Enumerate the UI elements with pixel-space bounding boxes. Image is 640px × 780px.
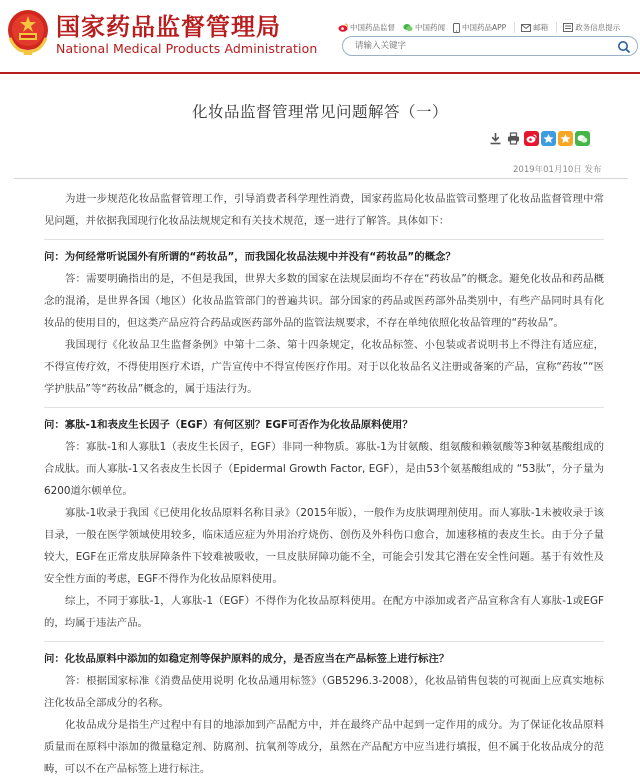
answer-2-paragraph: 答：寡肽-1和人寡肽1（表皮生长因子，EGF）非同一种物质。寡肽-1为甘氨酸、组氨酸和赖氨酸等3种氨基酸组成的合成肽。而人寡肽-1又名表皮生长因子（Epidermal Growth Factor, EGF），是由53个氨基酸组成的 “53肽”，分子量为6200道尔顿单位。 xyxy=(44,441,604,497)
article-title: 化妆品监督管理常见问题解答（一） xyxy=(191,103,448,121)
toplink-label: 邮箱 xyxy=(533,23,549,32)
publish-date: 2019年01月10日 发布 xyxy=(513,165,602,175)
toplink-notice[interactable] xyxy=(556,22,620,33)
answer-2-paragraph: 综上，不同于寡肽-1，人寡肽-1（EGF）不得作为化妆品原料使用。在配方中添加或者产品宣称含有人寡肽-1或EGF的，均属于违法产品。 xyxy=(44,595,604,629)
toplink-wechat[interactable] xyxy=(403,22,445,33)
weibo-share-icon[interactable] xyxy=(524,131,539,146)
star-share-icon[interactable] xyxy=(558,131,573,146)
notice-icon xyxy=(563,23,573,32)
question-2: 问：寡肽-1和表皮生长因子（EGF）有何区别？EGF可否作为化妆品原料使用？ xyxy=(44,419,413,431)
toplink-label: 中国药闻 xyxy=(415,23,445,32)
intro-paragraph: 为进一步规范化妆品监督管理工作，引导消费者科学理性消费，国家药监局化妆品监管司整理了化妆品监督管理中常见问题，并依据我国现行化妆品法规规定和有关技术规范，逐一进行了解答。具体如下： xyxy=(44,193,604,227)
title-divider xyxy=(14,178,628,179)
weibo-icon xyxy=(338,23,348,32)
question-1: 问：为何经常听说国外有所谓的“药妆品”，而我国化妆品法规中并没有“药妆品”的概念？ xyxy=(44,251,456,263)
qzone-share-icon[interactable] xyxy=(541,131,556,146)
answer-2-paragraph: 寡肽-1收录于我国《已使用化妆品原料名称目录》（2015年版），一般作为皮肤调理剂使用。而人寡肽-1未被收录于该目录，一般在医学领域使用较多，临床适应症为外用治疗烧伤、创伤及外科伤口愈合，加速移植的表皮生长。由于分子量较大，EGF在正常皮肤屏障条件下较难被吸收，一旦皮肤屏障功能不全，可能会引发其它潜在安全性问题。基于有效性及安全性方面的考虑，EGF不得作为化妆品原料使用。 xyxy=(44,507,604,585)
search-box xyxy=(342,36,638,56)
toplink-label: 中国药品APP xyxy=(462,23,507,32)
answer-1-paragraph: 我国现行《化妆品卫生监督条例》中第十二条、第十四条规定，化妆品标签、小包装或者说明书上不得注有适应症，不得宣传疗效，不得使用医疗术语，广告宣传中不得宣传医疗作用。对于以化妆品名义注册或备案的产品，宣称“药妆”“医学护肤品”等“药妆品”概念的，属于违法行为。 xyxy=(44,339,604,395)
search-icon[interactable] xyxy=(617,40,631,54)
mail-icon xyxy=(521,24,531,32)
download-icon[interactable] xyxy=(488,132,502,146)
toplink-app[interactable] xyxy=(453,22,506,33)
toplink-label: 中国药品监督 xyxy=(350,23,395,32)
wechat-icon xyxy=(403,23,413,32)
national-emblem-icon[interactable] xyxy=(6,8,50,56)
section-divider xyxy=(44,407,604,408)
answer-3-paragraph: 化妆品成分是指生产过程中有目的地添加到产品配方中，并在最终产品中起到一定作用的成分。为了保证化妆品原料质量而在原料中添加的微量稳定剂、防腐剂、抗氧剂等成分，虽然在产品配方中应当进行填报，但不属于化妆品成分的范畴，可以不在产品标签上进行标注。 xyxy=(44,719,604,775)
answer-1-paragraph: 答：需要明确指出的是，不但是我国，世界大多数的国家在法规层面均不存在“药妆品”的概念。避免化妆品和药品概念的混淆，是世界各国（地区）化妆品监管部门的普遍共识。部分国家的药品或医药部外品类别中，有些产品同时具有化妆品的使用目的，但这类产品应符合药品或医药部外品的监管法规要求，不存在单纯依照化妆品管理的“药妆品”。 xyxy=(44,273,604,329)
toplink-weibo[interactable] xyxy=(338,22,395,33)
answer-3-paragraph: 答：根据国家标准《消费品使用说明 化妆品通用标签》（GB5296.3-2008），化妆品销售包装的可视面上应真实地标注化妆品全部成分的名称。 xyxy=(44,675,604,709)
wechat-share-icon[interactable] xyxy=(575,131,590,146)
site-header xyxy=(0,0,640,74)
header-divider xyxy=(0,72,640,74)
search-input[interactable] xyxy=(355,39,605,53)
top-links xyxy=(338,22,628,33)
article-body xyxy=(44,188,604,780)
agency-name-cn: 国家药品监督管理局 xyxy=(56,13,281,41)
print-icon[interactable] xyxy=(506,132,520,146)
toplink-mail[interactable] xyxy=(514,22,548,33)
article-tools xyxy=(488,131,592,146)
phone-icon xyxy=(453,23,460,33)
question-3: 问：化妆品原料中添加的如稳定剂等保护原料的成分，是否应当在产品标签上进行标注？ xyxy=(44,653,450,665)
agency-name-en: National Medical Products Administration xyxy=(56,41,318,56)
section-divider xyxy=(44,239,604,240)
toplink-label: 政务信息提示 xyxy=(575,23,621,32)
section-divider xyxy=(44,641,604,642)
